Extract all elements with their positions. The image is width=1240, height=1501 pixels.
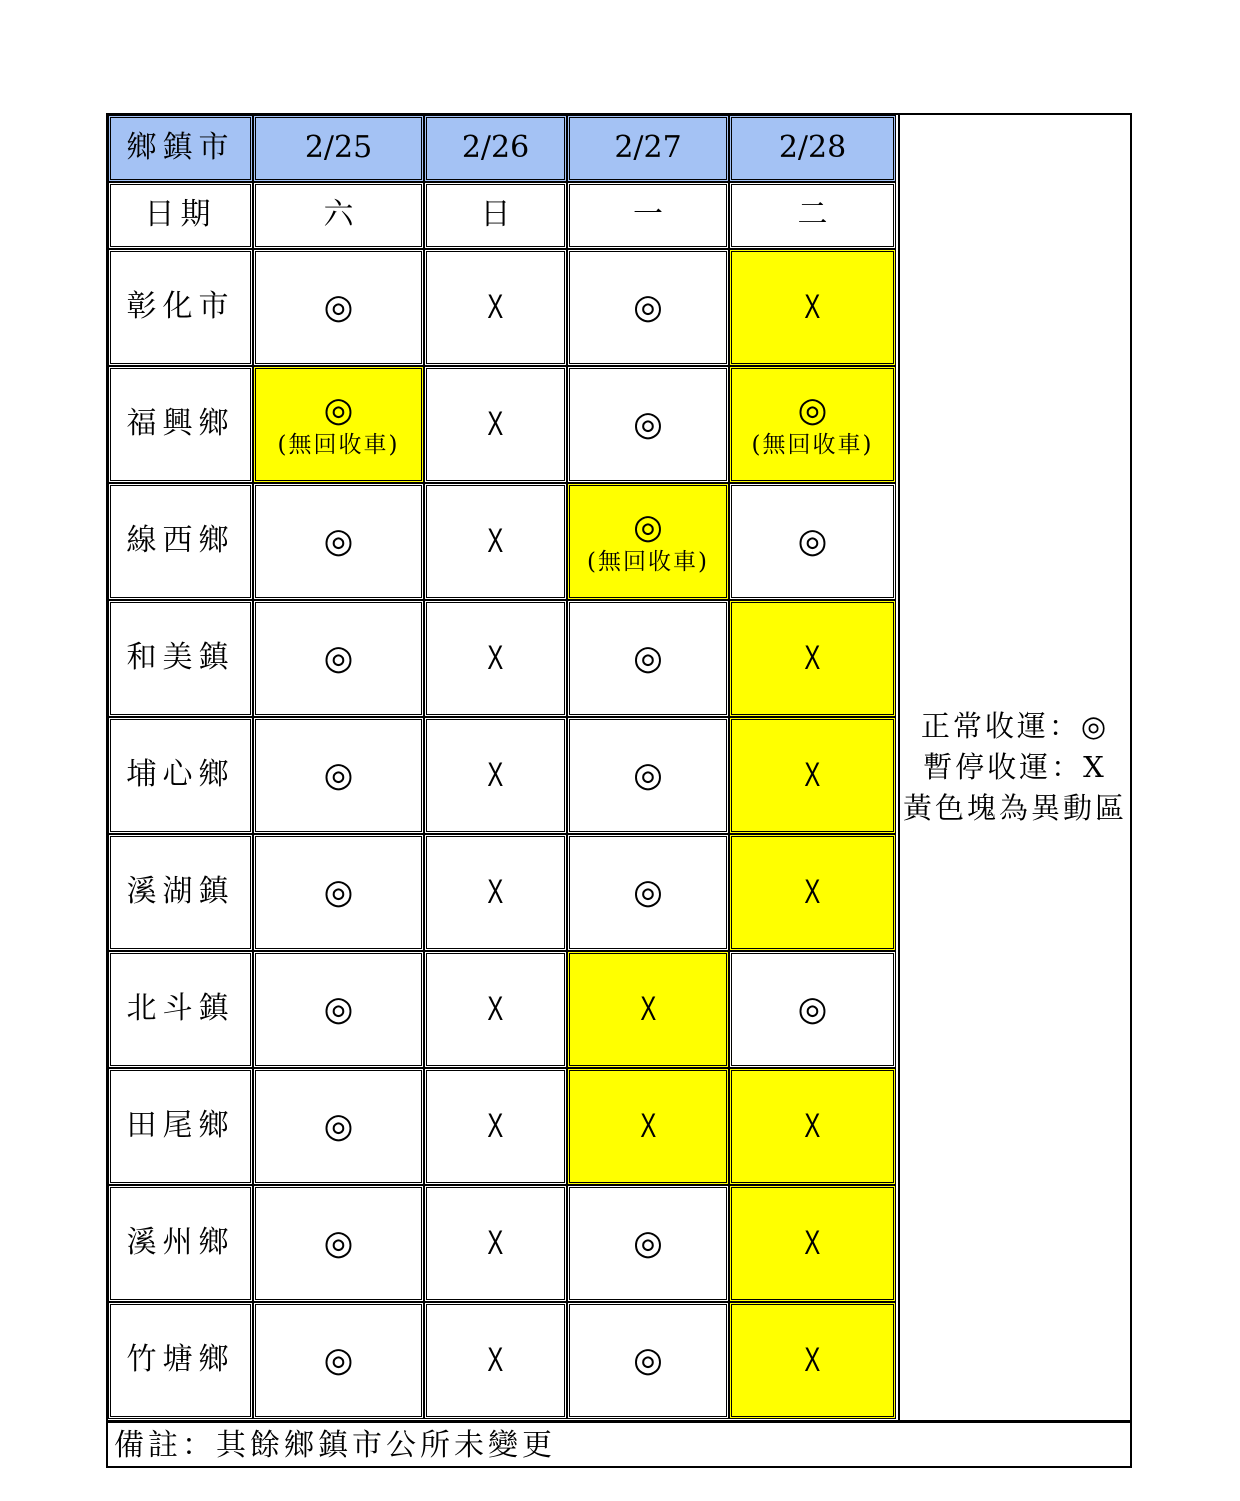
normal-mark: ◎ [323,520,354,561]
normal-mark: ◎ [633,871,663,912]
normal-mark: ◎ [633,1339,663,1380]
normal-mark: ◎ [323,1105,354,1146]
footer-remark: 備註：其餘鄉鎮市公所未變更 [108,1420,1130,1466]
status-cell [729,1302,896,1419]
status-cell [567,834,729,951]
legend-normal: 正常收運：◎ [920,709,1110,743]
status-cell [729,483,896,600]
town-name: 和美鎮 [108,600,253,717]
status-cell [567,1302,729,1419]
suspended-mark: X [487,287,504,326]
status-cell [253,834,424,951]
suspended-mark: X [487,638,504,677]
normal-mark: ◎ [633,754,663,795]
town-row [108,483,896,600]
date-header: 2/25 [253,115,424,182]
suspended-mark: X [804,1340,821,1379]
status-cell [424,1068,567,1185]
status-cell [729,600,896,717]
status-cell [253,483,424,600]
status-cell [253,951,424,1068]
suspended-mark: X [487,1340,504,1379]
status-cell [253,249,424,366]
suspended-mark: X [804,287,821,326]
status-cell [567,951,729,1068]
weekday-cell: 二 [729,182,896,249]
weekday-row [108,182,896,249]
town-row [108,717,896,834]
town-name: 溪湖鎮 [108,834,253,951]
status-cell [424,249,567,366]
normal-mark: ◎ [633,1222,663,1263]
suspended-mark: X [487,872,504,911]
town-row [108,600,896,717]
town-name: 竹塘鄉 [108,1302,253,1419]
status-cell [567,1185,729,1302]
status-cell [729,834,896,951]
date-header-row [108,115,896,182]
no-truck-note: (無回收車) [751,431,874,458]
weekday-cell: 日 [424,182,567,249]
town-row [108,1302,896,1419]
status-cell [253,717,424,834]
status-cell [567,1068,729,1185]
status-cell [729,1068,896,1185]
town-name: 溪州鄉 [108,1185,253,1302]
normal-mark: ◎ [323,988,354,1029]
normal-mark: ◎ [323,389,354,430]
no-truck-note: (無回收車) [587,548,709,575]
town-name: 線西鄉 [108,483,253,600]
status-cell [253,1185,424,1302]
suspended-mark: X [640,1106,656,1145]
normal-mark: ◎ [633,403,663,444]
town-name: 田尾鄉 [108,1068,253,1185]
normal-mark: ◎ [633,286,663,327]
suspended-mark: X [487,404,504,443]
town-row [108,366,896,483]
status-cell [424,483,567,600]
status-cell [253,1068,424,1185]
normal-mark: ◎ [633,637,663,678]
status-cell [253,1302,424,1419]
status-cell [729,1185,896,1302]
date-header: 2/28 [729,115,896,182]
status-cell [424,834,567,951]
town-row [108,1185,896,1302]
suspended-mark: X [640,989,656,1028]
status-cell [253,366,424,483]
suspended-mark: X [487,1223,504,1262]
suspended-mark: X [804,1106,821,1145]
weekday-header: 日期 [108,182,253,249]
status-cell [729,717,896,834]
date-header: 2/27 [567,115,729,182]
suspended-mark: X [804,1223,821,1262]
schedule-table [108,115,896,1419]
normal-mark: ◎ [797,520,828,561]
suspended-mark: X [804,872,821,911]
status-cell [729,366,896,483]
status-cell [567,366,729,483]
normal-mark: ◎ [323,871,354,912]
status-cell [424,1185,567,1302]
suspended-mark: X [487,755,504,794]
town-name: 彰化市 [108,249,253,366]
normal-mark: ◎ [323,754,354,795]
legend-suspended: 暫停收運：X [923,750,1107,784]
status-cell [424,1302,567,1419]
status-cell [567,600,729,717]
date-header: 2/26 [424,115,567,182]
normal-mark: ◎ [323,637,354,678]
status-cell [424,600,567,717]
status-cell [567,717,729,834]
status-cell [567,249,729,366]
town-name: 北斗鎮 [108,951,253,1068]
normal-mark: ◎ [323,1222,354,1263]
suspended-mark: X [487,1106,504,1145]
town-header: 鄉鎮市 [108,115,253,182]
suspended-mark: X [804,755,821,794]
status-cell [729,951,896,1068]
weekday-cell: 六 [253,182,424,249]
suspended-mark: X [487,989,504,1028]
town-name: 埔心鄉 [108,717,253,834]
schedule-sheet [106,113,1132,1468]
town-row [108,951,896,1068]
normal-mark: ◎ [797,988,828,1029]
normal-mark: ◎ [323,286,354,327]
no-truck-note: (無回收車) [277,431,400,458]
status-cell [567,483,729,600]
town-name: 福興鄉 [108,366,253,483]
legend-changed: 黃色塊為異動區 [902,791,1127,825]
town-row [108,249,896,366]
status-cell [729,249,896,366]
status-cell [424,366,567,483]
suspended-mark: X [487,521,504,560]
status-cell [424,717,567,834]
normal-mark: ◎ [323,1339,354,1380]
town-row [108,1068,896,1185]
normal-mark: ◎ [797,389,828,430]
suspended-mark: X [804,638,821,677]
town-row [108,834,896,951]
status-cell [253,600,424,717]
legend [898,115,1130,1420]
weekday-cell: 一 [567,182,729,249]
status-cell [424,951,567,1068]
normal-mark: ◎ [633,506,663,547]
